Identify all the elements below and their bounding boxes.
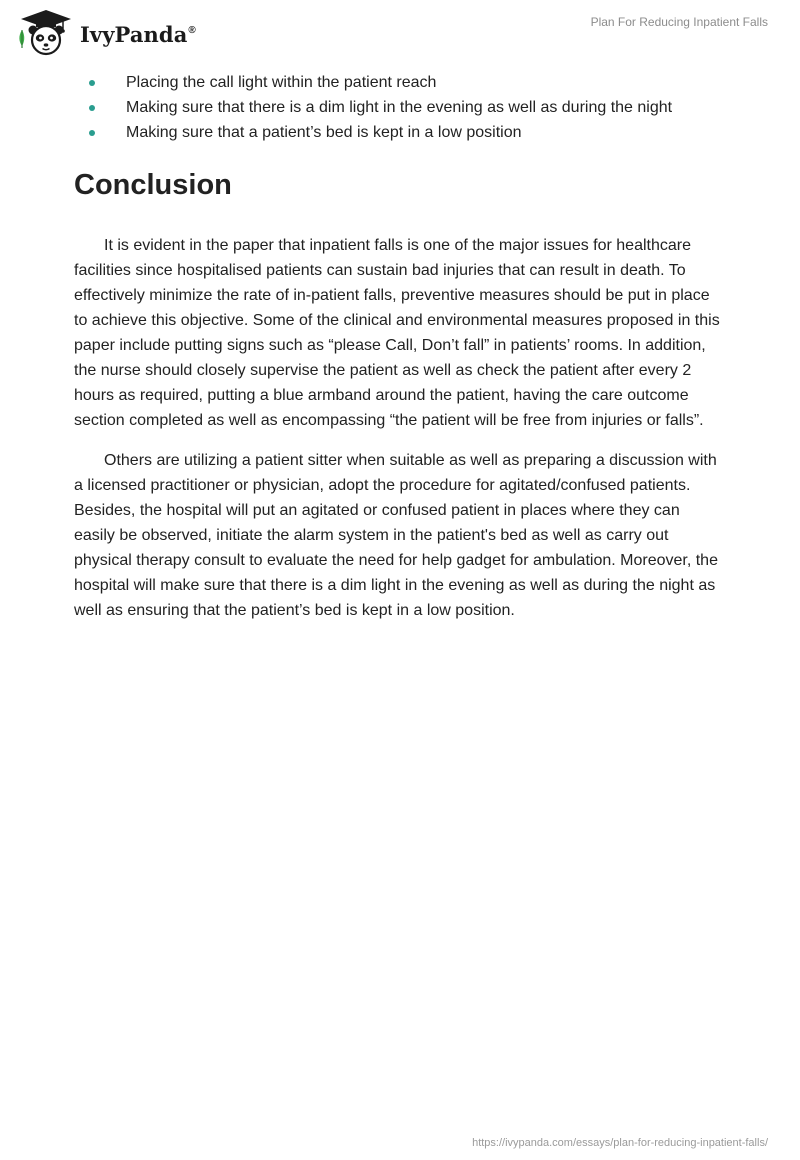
conclusion-paragraph: It is evident in the paper that inpatient falls is one of the major issues for healthcare facilities since hospitalised patients can sustain bad injuries that can result in death. To effectively minimize the rate of in-patient falls, preventive measures should be put in place to achieve this objective. Some of the clinical and environmental measures proposed in this paper include putting signs such as “please Call, Don’t fall” in patients’ rooms. In addition, the nurse should closely supervise the patient as well as check the patient after every 2 hours as required, putting a blue armband around the patient, having the care outcome section completed as well as encompassing “the patient will be free from injuries or falls”. [74,237,720,429]
list-item-text: Making sure that there is a dim light in the evening as well as during the night [126,99,673,116]
registered-mark: ® [188,24,196,36]
measures-list [74,70,724,145]
page-header [0,0,800,70]
list-item [74,70,724,95]
list-item-text: Making sure that a patient’s bed is kept in a low position [126,124,522,141]
essay-content [74,70,724,623]
bullet-dot-icon [89,130,95,136]
bullet-dot-icon [89,80,95,86]
panda-logo-icon [16,8,74,56]
list-item [74,95,724,120]
brand-name: IvyPanda® [80,21,196,47]
conclusion-heading: Conclusion [74,169,232,201]
conclusion-paragraph: Others are utilizing a patient sitter when suitable as well as preparing a discussion with a licensed practitioner or physician, adopt the procedure for agitated/confused patients. Besides, the hospital will put an agitated or confused patient in places where they can easily be observed, initiate the alarm system in the patient's bed as well as carry out physical therapy consult to evaluate the need for help gadget for ambulation. Moreover, the hospital will make sure that there is a dim light in the evening as well as during the night as well as ensuring that the patient’s bed is kept in a low position. [74,452,718,619]
source-url-link[interactable]: https://ivypanda.com/essays/plan-for-reducing-inpatient-falls/ [472,1137,768,1149]
bullet-dot-icon [89,105,95,111]
list-item-text: Placing the call light within the patient reach [126,74,437,91]
document-title: Plan For Reducing Inpatient Falls [590,15,768,29]
list-item [74,120,724,145]
brand-logo[interactable] [16,8,196,56]
